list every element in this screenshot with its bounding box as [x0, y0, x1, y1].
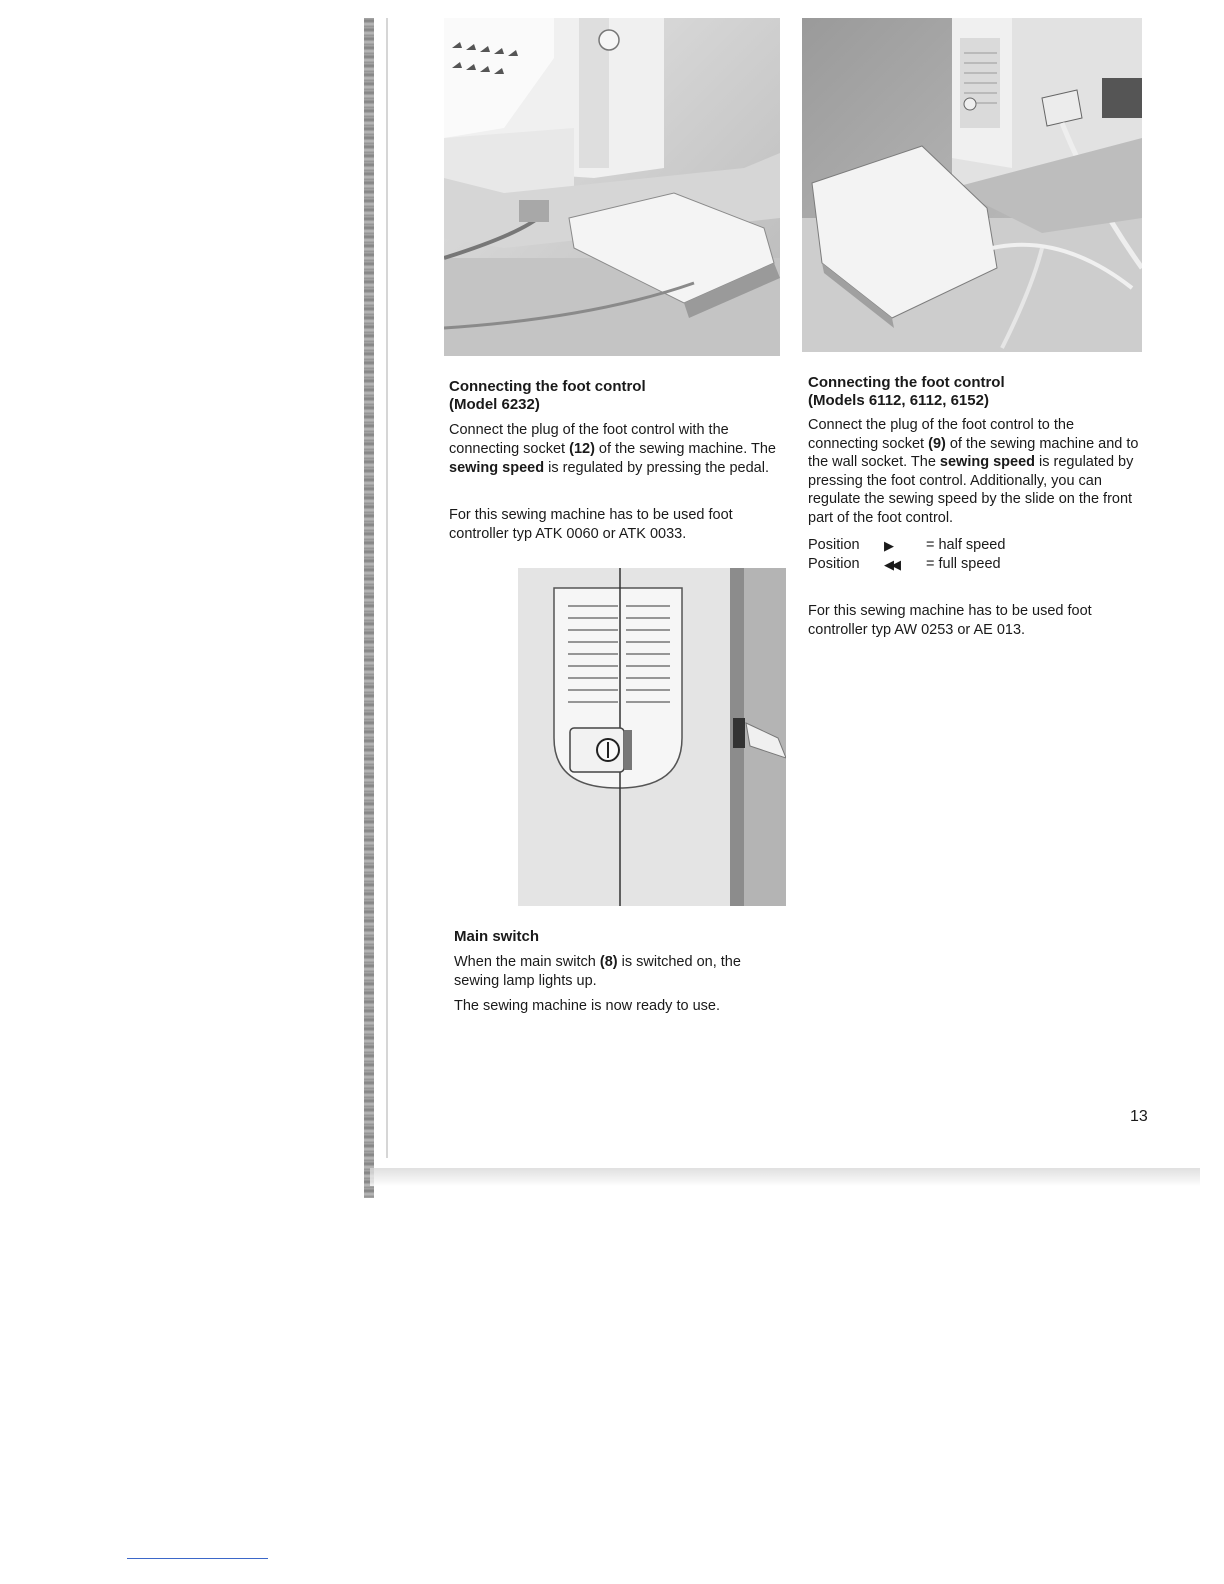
scan-binding-shadow [364, 18, 374, 1198]
section-main-switch [454, 928, 790, 1016]
photo-foot-control-6232-drawing [444, 18, 780, 356]
section-paragraph: When the main switch (8) is switched on, the sewing lamp lights up. [454, 954, 741, 989]
speed-positions [808, 536, 1148, 574]
photo-foot-control-6232 [444, 18, 780, 356]
photo-main-switch-drawing [518, 568, 786, 906]
switch-reference: (8) [599, 954, 618, 970]
section-paragraph: Connect the plug of the foot control with the connecting socket (12) of the sewing machine. The sewing speed is regulated by pressing the pedal. [449, 422, 776, 476]
section-paragraph: Connect the plug of the foot control to the connecting socket (9) of the sewing machine and to the wall socket. The sewing speed is regulated by pressing the foot control. Additionally, you can regulate the sewing speed by the slide on the front part of the foot control. [808, 417, 1139, 526]
photo-foot-control-6112-6152 [802, 18, 1142, 352]
scan-bottom-shadow [370, 1168, 1200, 1186]
sewing-speed-term: sewing speed [449, 460, 545, 476]
socket-reference: (9) [928, 435, 946, 452]
section-foot-control-6112 [808, 374, 1148, 640]
controller-type-note: For this sewing machine has to be used foot controller typ ATK 0060 or ATK 0033. [449, 507, 733, 542]
section-heading: Connecting the foot control (Models 6112, 6112, 6152) [808, 374, 1005, 409]
page-number: 13 [1130, 1108, 1148, 1125]
position-label: Position [808, 556, 860, 572]
footer-rule [127, 1558, 268, 1559]
section-foot-control-6232 [449, 378, 787, 544]
position-value: = full speed [926, 556, 1001, 572]
ready-note: The sewing machine is now ready to use. [454, 998, 720, 1014]
socket-reference: (12) [569, 441, 595, 457]
sewing-speed-term: sewing speed [939, 454, 1036, 470]
controller-type-note: For this sewing machine has to be used foot controller typ AW 0253 or AE 013. [808, 603, 1092, 638]
section-heading: Main switch [454, 928, 540, 945]
position-row-half [808, 536, 1148, 555]
position-row-full [808, 555, 1148, 574]
scan-binding-edge [386, 18, 388, 1158]
photo-foot-control-6112-drawing [802, 18, 1142, 352]
photo-main-switch [518, 568, 786, 906]
position-label: Position [808, 537, 860, 553]
section-heading: Connecting the foot control (Model 6232) [449, 378, 646, 413]
position-value: = half speed [926, 537, 1006, 553]
full-speed-icon: ◀◀ [884, 557, 898, 572]
half-speed-icon: ▶ [884, 538, 891, 553]
